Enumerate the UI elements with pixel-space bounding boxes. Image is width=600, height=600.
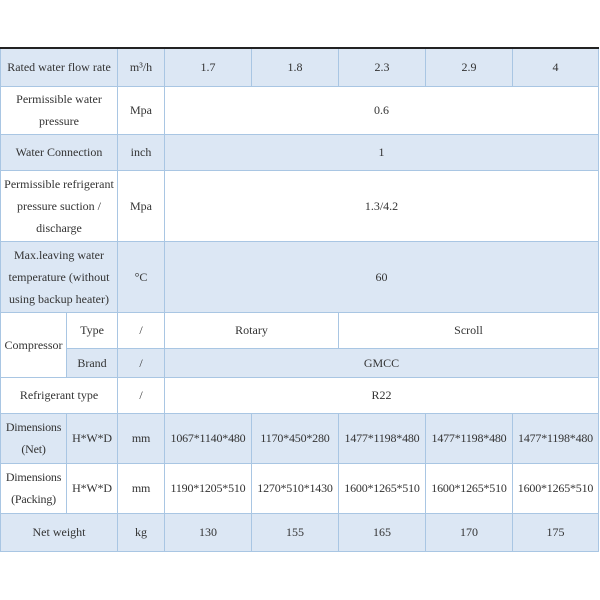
row-label: Permissible water pressure: [1, 86, 118, 134]
value-cell: 1600*1265*510: [426, 463, 513, 513]
value-cell: 0.6: [165, 86, 599, 134]
table-row: [1, 348, 599, 377]
value-cell: 175: [513, 513, 599, 551]
sub-label: Brand: [67, 348, 118, 377]
value-cell: 2.9: [426, 48, 513, 86]
value-cell: 1067*1140*480: [165, 413, 252, 463]
table-row: [1, 463, 599, 513]
value-cell: GMCC: [165, 348, 599, 377]
value-cell: 1: [165, 134, 599, 170]
row-unit: /: [118, 348, 165, 377]
value-cell: 1600*1265*510: [513, 463, 599, 513]
row-unit: /: [118, 377, 165, 413]
row-label: Refrigerant type: [1, 377, 118, 413]
row-unit: mm: [118, 413, 165, 463]
value-cell: 1477*1198*480: [339, 413, 426, 463]
value-cell: 1270*510*1430: [252, 463, 339, 513]
table-row: [1, 377, 599, 413]
value-cell: Scroll: [339, 312, 599, 348]
value-cell: 155: [252, 513, 339, 551]
row-label: Rated water flow rate: [1, 48, 118, 86]
compressor-label: Compressor: [1, 312, 67, 377]
value-cell: 2.3: [339, 48, 426, 86]
row-unit: Mpa: [118, 86, 165, 134]
value-cell: 4: [513, 48, 599, 86]
value-cell: 165: [339, 513, 426, 551]
table-row: [1, 413, 599, 463]
table-row: [1, 312, 599, 348]
table-row: [1, 241, 599, 312]
sub-label: H*W*D: [67, 413, 118, 463]
row-unit: kg: [118, 513, 165, 551]
row-unit: m³/h: [118, 48, 165, 86]
row-unit: /: [118, 312, 165, 348]
row-label: Water Connection: [1, 134, 118, 170]
table-row: [1, 48, 599, 86]
value-cell: Rotary: [165, 312, 339, 348]
row-label: Dimensions (Packing): [1, 463, 67, 513]
sub-label: H*W*D: [67, 463, 118, 513]
row-unit: inch: [118, 134, 165, 170]
value-cell: 130: [165, 513, 252, 551]
row-label: Max.leaving water temperature (without using backup heater): [1, 241, 118, 312]
value-cell: 1477*1198*480: [513, 413, 599, 463]
value-cell: 1600*1265*510: [339, 463, 426, 513]
value-cell: 1.7: [165, 48, 252, 86]
row-unit: mm: [118, 463, 165, 513]
sub-label: Type: [67, 312, 118, 348]
value-cell: 1.8: [252, 48, 339, 86]
value-cell: 1190*1205*510: [165, 463, 252, 513]
row-label: Permissible refrigerant pressure suction / discharge: [1, 170, 118, 241]
value-cell: 1170*450*280: [252, 413, 339, 463]
table-row: [1, 134, 599, 170]
row-unit: °C: [118, 241, 165, 312]
value-cell: 1477*1198*480: [426, 413, 513, 463]
spec-table: [0, 47, 599, 552]
table-row: [1, 170, 599, 241]
value-cell: 1.3/4.2: [165, 170, 599, 241]
value-cell: R22: [165, 377, 599, 413]
row-label: Dimensions (Net): [1, 413, 67, 463]
table-row: [1, 513, 599, 551]
value-cell: 60: [165, 241, 599, 312]
row-unit: Mpa: [118, 170, 165, 241]
row-label: Net weight: [1, 513, 118, 551]
table-row: [1, 86, 599, 134]
value-cell: 170: [426, 513, 513, 551]
